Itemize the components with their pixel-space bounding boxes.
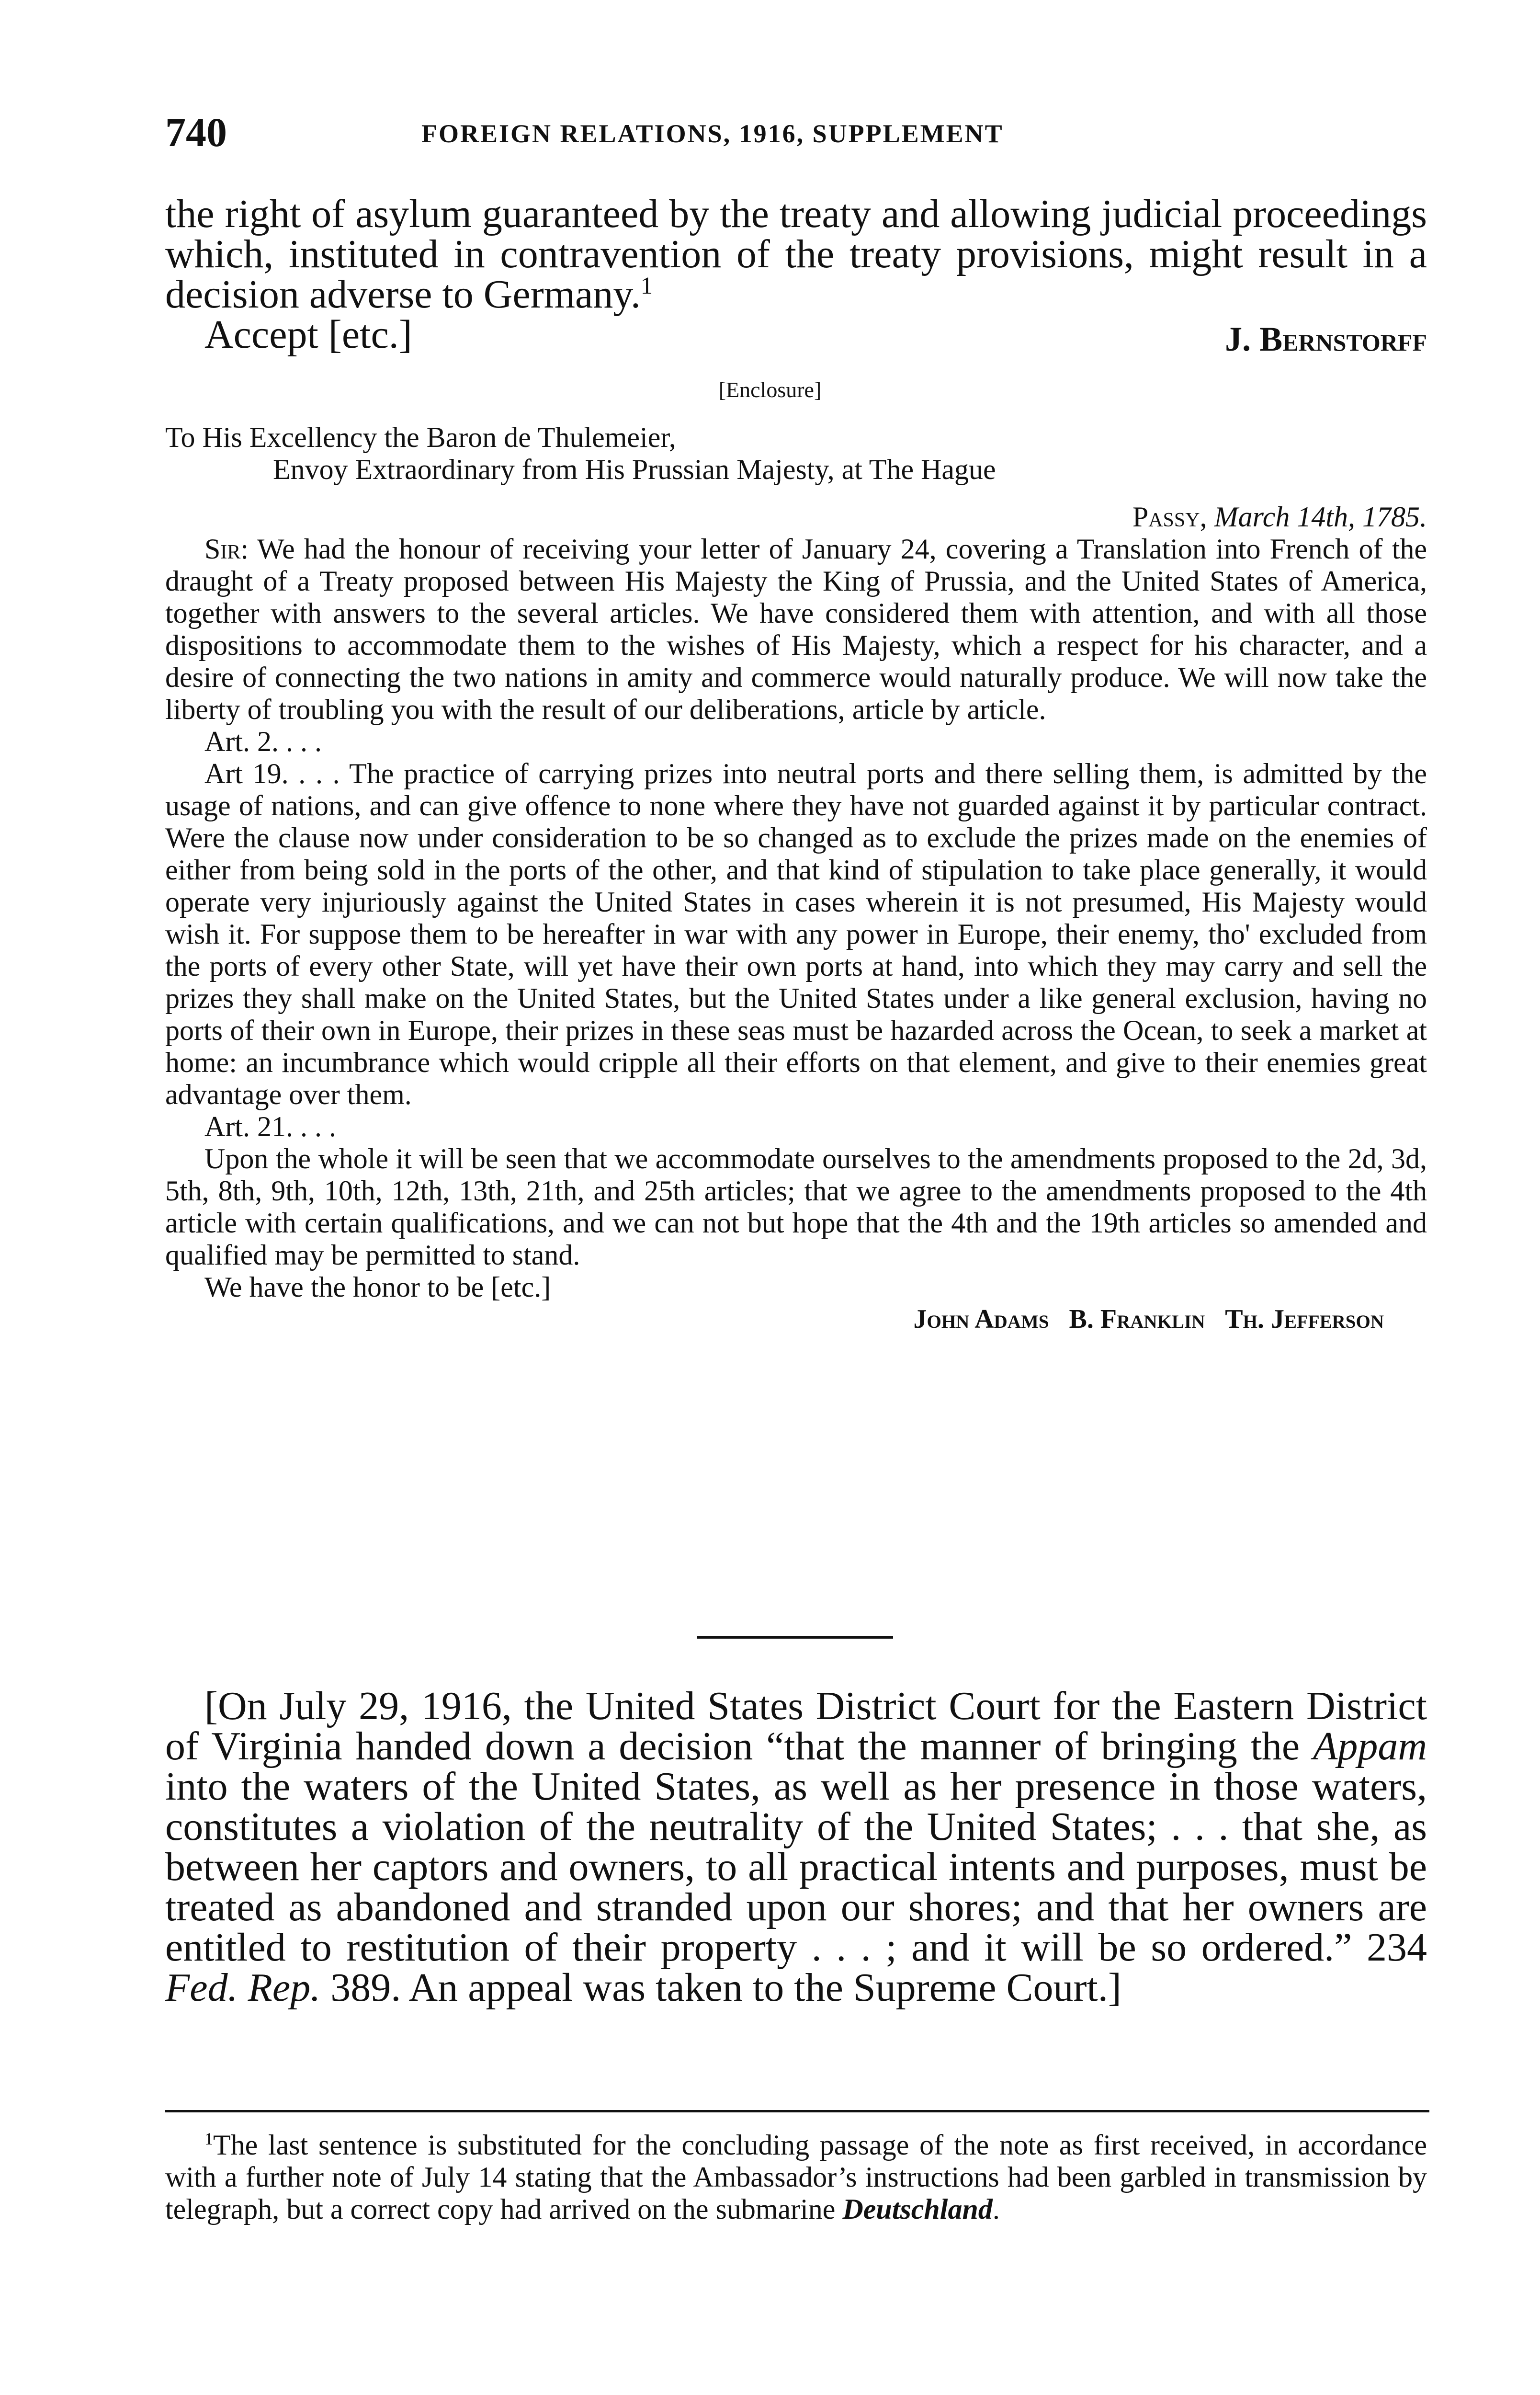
footnote-number: 1 [204,2129,213,2148]
letter-art-21: Art. 21. . . . [204,1111,336,1142]
section-divider [697,1636,893,1639]
editorial-note [165,1686,1427,2008]
intro-paragraph: the right of asylum guaranteed by the treaty and allowing judicial proceedings which, instituted in contravention of the treaty provisions, might result in a decision adverse to Germany.$^1$ [165,192,1427,317]
signer-adams: John Adams [913,1304,1049,1334]
intro-closing-row [165,312,1427,359]
page-number: 740 [165,109,227,155]
editorial-paragraph: [On July 29, 1916, the United States District Court for the Eastern District of Virginia handed down a decision “that the manner of bringing the Appam into the waters of the United States, as well as her presence in those waters, constitutes a violation of the neutrality of the United States; . . . that she, as between her captors and owners, to all practical intents and purposes, must be treated as abandoned and stranded upon our shores; and that her owners are entitled to restitution of their property . . . ; and it will be so ordered.” 234 Fed. Rep. 389. An appeal was taken to the Supreme Court.] [165,1684,1427,2010]
footnote-marker: 1 [640,272,653,299]
letter-dateline [165,501,1427,533]
letter-signers [165,1303,1427,1335]
letter-closing: We have the honor to be [etc.] [204,1271,551,1303]
submarine-name: Deutschland [842,2193,993,2225]
running-title: FOREIGN RELATIONS, 1916, SUPPLEMENT [421,119,1004,148]
footnote-rule [165,2110,1429,2112]
enclosure-label: [Enclosure] [718,377,822,402]
letter-art-2: Art. 2. . . . [204,726,322,757]
signer-franklin: B. Franklin [1069,1304,1205,1334]
signer-jefferson: Th. Jefferson [1225,1304,1384,1334]
page-header [165,108,1429,161]
letter [165,422,1427,1335]
intro-section [165,194,1427,359]
letter-place: Passy, [1132,501,1207,533]
letter-art-19: Art 19. . . . The practice of carrying prizes into neutral ports and there selling them, is admitted by the usage of nations, and can give offence to none where they have not guarded against it by particular contract. Were the clause now under consideration to be so changed as to exclude the prizes made on the enemies of either from being sold in the ports of the other, and that kind of stipulation to take place generally, it would operate very injuriously against the United States in cases wherein it is not presumed, His Majesty would wish it. For suppose them to be hereafter in war with any power in Europe, their enemy, tho' excluded from the ports of every other State, will yet have their own ports at hand, into which they may carry and sell the prizes they shall make on the United States, but the United States under a like general exclusion, having no ports of their own in Europe, their prizes in these seas must be hazarded across the Ocean, to seek a market at home: an incumbrance which would cripple all their efforts on that element, and give to their enemies great advantage over them. [165,758,1427,1110]
intro-signature: J. Bernstorff [1225,320,1427,358]
footnote-text: $^1$The last sentence is substituted for the concluding passage of the note as first received, in accordance with a further note of July 14 stating that the Ambassador’s instructions had been garbled in transmission by telegraph, but a correct copy had arrived on the submarine Deutschland. [165,2129,1427,2225]
letter-summary: Upon the whole it will be seen that we accommodate ourselves to the amendments proposed to the 2d, 3d, 5th, 8th, 9th, 10th, 12th, 13th, 21th, and 25th articles; that we agree to the amendments proposed to the 4th article with certain qualifications, and we can not but hope that the 4th and the 19th articles so amended and qualified may be permitted to stand. [165,1143,1427,1271]
footnote [165,2129,1427,2225]
ship-name: Appam [1313,1724,1427,1768]
intro-closing: Accept [etc.] [204,312,412,357]
letter-address-line1: To His Excellency the Baron de Thulemeier, [165,422,676,453]
letter-paragraph-1: Sir: We had the honour of receiving your letter of January 24, covering a Translation into French of the draught of a Treaty proposed between His Majesty the King of Prussia, and the United States of America, together with answers to the several articles. We have considered them with attention, and with all those dispositions to accommodate them to the wishes of His Majesty, which a respect for his character, and a desire of connecting the two nations in amity and commerce would naturally produce. We will now take the liberty of troubling you with the result of our deliberations, article by article. [165,533,1427,725]
reporter-name: Fed. Rep. [165,1965,321,2010]
letter-salutation: Sir [204,533,241,565]
letter-address-line2: Envoy Extraordinary from His Prussian Majesty, at The Hague [273,454,996,485]
letter-date: March 14th, 1785. [1214,501,1427,533]
